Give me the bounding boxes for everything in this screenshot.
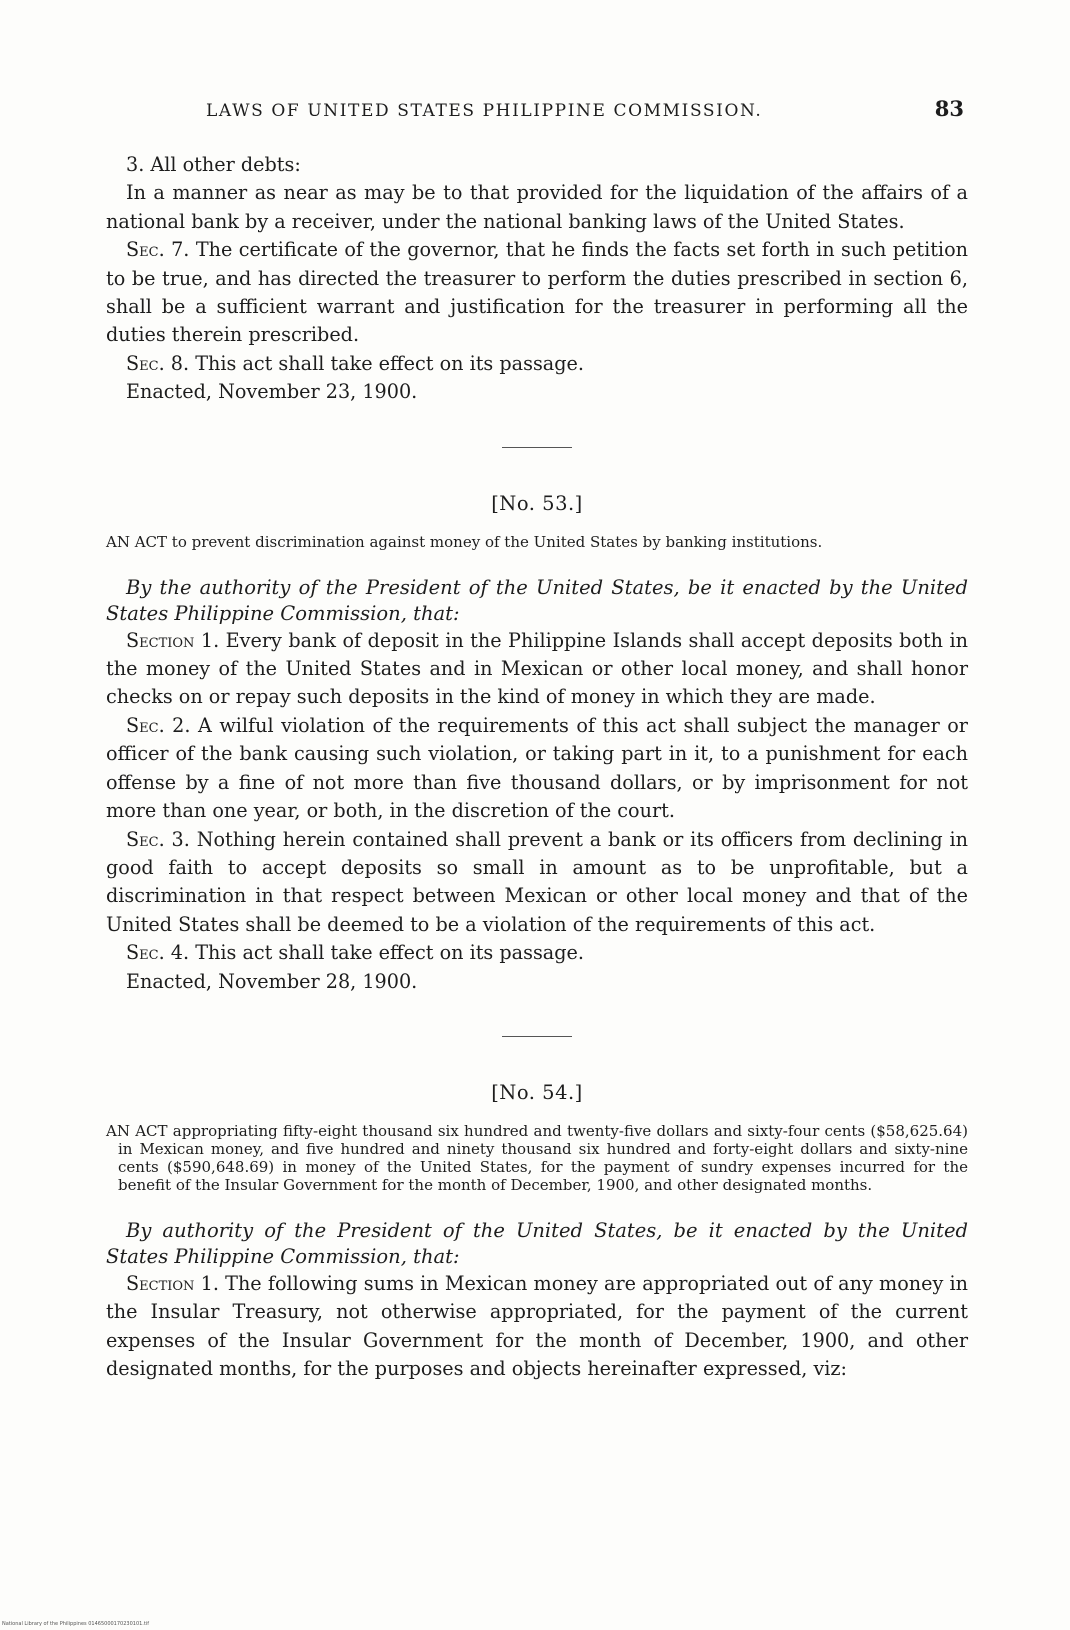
act-53-number: [No. 53.] — [491, 491, 583, 515]
sec7-label: Sec. 7. — [126, 238, 190, 262]
page-number: 83 — [934, 96, 964, 121]
section-top — [106, 151, 968, 407]
act-54-body — [106, 1218, 968, 1384]
act-54-enacting-clause: By authority of the President of the United States, be it enacted by the United States Philippine Commission, that: — [106, 1218, 968, 1268]
running-title: LAWS OF UNITED STATES PHILIPPINE COMMISSION. — [206, 101, 763, 121]
scan-footer-tag: National Library of the Philippines 01465000170230101.tif — [2, 1621, 150, 1627]
act-53-sec1-label: Section 1. — [126, 628, 220, 652]
act-53-sec4 — [106, 939, 968, 967]
document-page — [106, 96, 968, 1384]
sec8-text: This act shall take effect on its passage. — [195, 351, 584, 375]
running-head — [106, 96, 968, 121]
act-54-title: AN ACT appropriating fifty-eight thousand six hundred and twenty-five dollars and sixty-four cents ($58,625.64) in Mexican money, and five hundred and ninety thousand six hundred and forty-eight dollars and sixty-nine cents ($590,648.69) in money of the United States, for the payment of sundry expenses incurred for the benefit of the Insular Government for the month of December, 1900, and other designated months. — [106, 1121, 968, 1194]
act-54-number: [No. 54.] — [491, 1080, 583, 1104]
enacted-date: Enacted, November 23, 1900. — [126, 380, 418, 404]
sec7-paragraph — [106, 236, 968, 350]
act-54-sec1-text: The following sums in Mexican money are appropriated out of any money in the Insular Treasury, not otherwise appropriated, for the payment of the current expenses of the Insular Government for the month of December, 1900, and other designated months, for the purposes and objects hereinafter expressed, viz: — [106, 1271, 969, 1381]
section-divider — [502, 447, 572, 448]
act-53-sec2-text: A wilful violation of the requirements of this act shall subject the manager or officer of the bank causing such violation, or taking part in it, to a punishment for each offense by a fine of not more than five thousand dollars, or by imprisonment for not more than one year, or both, in the discretion of the court. — [106, 713, 968, 823]
act-53-title: AN ACT to prevent discrimination against money of the United States by banking institutions. — [106, 532, 823, 551]
act-53-body — [106, 575, 968, 996]
act-53-sec1 — [106, 627, 968, 712]
act-53-sec3-label: Sec. 3. — [126, 827, 190, 851]
act-54-sec1-label: Section 1. — [126, 1271, 219, 1295]
act-54-sec1 — [106, 1270, 968, 1384]
act-53-sec2 — [106, 712, 968, 826]
section-divider — [502, 1036, 572, 1037]
act-53-sec2-label: Sec. 2. — [126, 713, 191, 737]
act-53-sec4-label: Sec. 4. — [126, 941, 190, 965]
act-53-sec3 — [106, 826, 968, 940]
sec7-text: The certificate of the governor, that he finds the facts set forth in such petition to be true, and has directed the treasurer to perform the duties prescribed in section 6, shall be a sufficient warrant and justification for the treasurer in performing all the duties therein prescribed. — [106, 238, 968, 347]
act-53-sec3-text: Nothing herein contained shall prevent a bank or its officers from declining in good faith to accept deposits so small in amount as to be unprofitable, but a discrimination in that respect between Mexican or other local money and that of the United States shall be deemed to be a violation of the requirements of this act. — [106, 827, 968, 936]
act-53-enacted-date: Enacted, November 28, 1900. — [126, 969, 418, 993]
act-53-sec1-text: Every bank of deposit in the Philippine Islands shall accept deposits both in the money of the United States and in Mexican or other local money, and shall honor checks on or repay such deposits in the kind of money in which they are made. — [106, 628, 968, 709]
sec8-paragraph — [106, 350, 968, 378]
item3-paragraph: In a manner as near as may be to that provided for the liquidation of the affairs of a national bank by a receiver, under the national banking laws of the United States. — [106, 181, 968, 233]
item3-label: 3. All other debts: — [126, 153, 301, 176]
act-53-sec4-text: This act shall take effect on its passage. — [195, 941, 584, 965]
act-53-enacting-clause: By the authority of the President of the United States, be it enacted by the United States Philippine Commission, that: — [106, 575, 968, 625]
sec8-label: Sec. 8. — [126, 351, 190, 375]
